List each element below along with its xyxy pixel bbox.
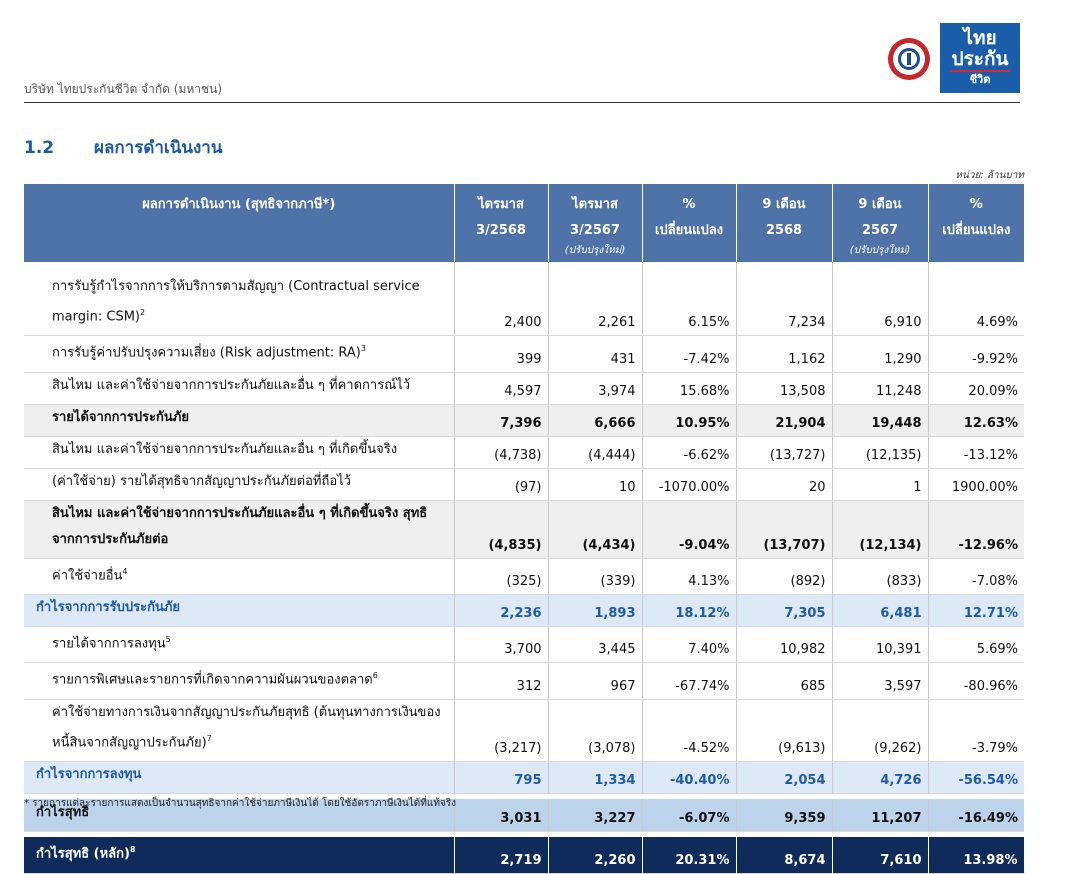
table-row: [24, 372, 1024, 404]
row-label: รายได้จากการประกันภัย: [24, 404, 454, 436]
table-cell: 11,207: [832, 799, 928, 831]
row-label: สินไหม และค่าใช้จ่ายจากการประกันภัยและอื่น ๆ ที่คาดการณ์ไว้: [24, 372, 454, 404]
table-cell: 21,904: [736, 404, 832, 436]
table-cell: 2,261: [548, 274, 642, 336]
table-row: [24, 594, 1024, 626]
table-cell: 4,726: [832, 761, 928, 793]
table-cell: 431: [548, 336, 642, 372]
table-cell: -13.12%: [928, 436, 1024, 468]
table-cell: -80.96%: [928, 663, 1024, 699]
table-row: [24, 837, 1024, 873]
table-cell: 685: [736, 663, 832, 699]
logo-line-1: ไทย: [963, 27, 997, 49]
table-row: [24, 336, 1024, 372]
table-cell: 1,334: [548, 761, 642, 793]
table-cell: (4,444): [548, 436, 642, 468]
section-heading: [24, 134, 222, 161]
table-cell: 2,054: [736, 761, 832, 793]
table-cell: 2,260: [548, 837, 642, 873]
table-header-row: [24, 184, 1024, 262]
table-cell: 2,236: [454, 594, 548, 626]
table-row: [24, 699, 1024, 761]
table-cell: -9.04%: [642, 500, 736, 558]
table-cell: -1070.00%: [642, 468, 736, 500]
table-cell: -67.74%: [642, 663, 736, 699]
table-cell: 8,674: [736, 837, 832, 873]
unit-label: หน่วย: ล้านบาท: [955, 170, 1024, 181]
column-note: (ปรับปรุงใหม่): [849, 245, 911, 256]
table-cell: 1,893: [548, 594, 642, 626]
table-cell: 3,597: [832, 663, 928, 699]
table-cell: -3.79%: [928, 699, 1024, 761]
table-cell: 9,359: [736, 799, 832, 831]
table-cell: 12.63%: [928, 404, 1024, 436]
table-cell: 6.15%: [642, 274, 736, 336]
table-cell: 13.98%: [928, 837, 1024, 873]
table-cell: 7,305: [736, 594, 832, 626]
row-label: กำไรจากการรับประกันภัย: [24, 594, 454, 626]
table-cell: (12,135): [832, 436, 928, 468]
table-cell: 1,162: [736, 336, 832, 372]
table-row: [24, 404, 1024, 436]
table-cell: (325): [454, 558, 548, 594]
table-cell: 2,400: [454, 274, 548, 336]
table-cell: (12,134): [832, 500, 928, 558]
table-cell: 1: [832, 468, 928, 500]
row-label: สินไหม และค่าใช้จ่ายจากการประกันภัยและอื่น ๆ ที่เกิดขึ้นจริง: [24, 436, 454, 468]
table-cell: 7,610: [832, 837, 928, 873]
table-row: [24, 761, 1024, 793]
table-cell: 399: [454, 336, 548, 372]
row-label: ค่าใช้จ่ายทางการเงินจากสัญญาประกันภัยสุทธิ (ต้นทุนทางการเงินของหนี้สินจากสัญญาประกันภัย)$^7$: [24, 699, 454, 761]
column-header: 9 เดือน 2567 (ปรับปรุงใหม่): [832, 184, 928, 262]
table-cell: (3,217): [454, 699, 548, 761]
row-label: ค่าใช้จ่ายอื่น$^4$: [24, 558, 454, 594]
column-header: ผลการดำเนินงาน (สุทธิจากภาษี*): [24, 184, 454, 262]
table-cell: 6,910: [832, 274, 928, 336]
column-note: (ปรับปรุงใหม่): [564, 245, 626, 256]
table-row: [24, 626, 1024, 662]
table-cell: (13,707): [736, 500, 832, 558]
row-label: กำไรสุทธิ: [24, 799, 454, 831]
table-cell: (339): [548, 558, 642, 594]
table-cell: 5.69%: [928, 626, 1024, 662]
table-cell: (9,613): [736, 699, 832, 761]
table-cell: (4,738): [454, 436, 548, 468]
row-label: กำไรสุทธิ (หลัก)$^8$: [24, 837, 454, 873]
table-cell: 15.68%: [642, 372, 736, 404]
table-cell: 967: [548, 663, 642, 699]
row-label: กำไรจากการลงทุน: [24, 761, 454, 793]
table-cell: 3,445: [548, 626, 642, 662]
table-cell: -12.96%: [928, 500, 1024, 558]
table-cell: -16.49%: [928, 799, 1024, 831]
table-cell: 7,234: [736, 274, 832, 336]
table-cell: 312: [454, 663, 548, 699]
table-cell: 1900.00%: [928, 468, 1024, 500]
table-cell: -40.40%: [642, 761, 736, 793]
table-cell: -7.08%: [928, 558, 1024, 594]
table-row: [24, 468, 1024, 500]
table-cell: 4.69%: [928, 274, 1024, 336]
table-row: [24, 500, 1024, 558]
header-divider: [24, 102, 1020, 103]
table-cell: -9.92%: [928, 336, 1024, 372]
table-row: [24, 663, 1024, 699]
table-cell: 2,719: [454, 837, 548, 873]
row-label: สินไหม และค่าใช้จ่ายจากการประกันภัยและอื่น ๆ ที่เกิดขึ้นจริง สุทธิจากการประกันภัยต่อ: [24, 500, 454, 558]
table-cell: 6,666: [548, 404, 642, 436]
table-cell: 12.71%: [928, 594, 1024, 626]
table-cell: 10: [548, 468, 642, 500]
table-cell: 1,290: [832, 336, 928, 372]
table-cell: 18.12%: [642, 594, 736, 626]
spacer-row: [24, 262, 1024, 274]
column-header: ไตรมาส 3/2567 (ปรับปรุงใหม่): [548, 184, 642, 262]
table-cell: 6,481: [832, 594, 928, 626]
table-cell: (892): [736, 558, 832, 594]
table-cell: -4.52%: [642, 699, 736, 761]
row-label: รายการพิเศษและรายการที่เกิดจากความผันผวนของตลาด$^6$: [24, 663, 454, 699]
table-cell: 13,508: [736, 372, 832, 404]
company-name: บริษัท ไทยประกันชีวิต จำกัด (มหาชน): [24, 82, 223, 96]
table-cell: 20: [736, 468, 832, 500]
table-cell: 10,391: [832, 626, 928, 662]
row-label: รายได้จากการลงทุน$^5$: [24, 626, 454, 662]
table-cell: 3,227: [548, 799, 642, 831]
table-row: [24, 274, 1024, 336]
column-header: % เปลี่ยนแปลง: [928, 184, 1024, 262]
table-cell: -56.54%: [928, 761, 1024, 793]
row-label: การรับรู้กำไรจากการให้บริการตามสัญญา (Contractual service margin: CSM)$^2$: [24, 274, 454, 336]
table-cell: 4.13%: [642, 558, 736, 594]
table-cell: -6.07%: [642, 799, 736, 831]
table-cell: 19,448: [832, 404, 928, 436]
company-logo: [940, 23, 1020, 93]
footnote: * รายการแต่ละรายการแสดงเป็นจำนวนสุทธิจากค่าใช้จ่ายภาษีเงินได้ โดยใช้อัตราภาษีเงินได้ที่แท้จริง: [24, 798, 457, 809]
company-emblem-icon: [888, 38, 930, 80]
table-cell: (13,727): [736, 436, 832, 468]
table-cell: (9,262): [832, 699, 928, 761]
performance-table: [24, 184, 1025, 874]
table-cell: 3,700: [454, 626, 548, 662]
table-cell: 10,982: [736, 626, 832, 662]
table-cell: 3,031: [454, 799, 548, 831]
table-cell: (833): [832, 558, 928, 594]
column-header: ไตรมาส 3/2568: [454, 184, 548, 262]
table-cell: (97): [454, 468, 548, 500]
table-cell: 795: [454, 761, 548, 793]
section-title: ผลการดำเนินงาน: [94, 138, 223, 158]
table-cell: (3,078): [548, 699, 642, 761]
logo-line-2: ประกัน: [951, 48, 1009, 70]
table-cell: 7.40%: [642, 626, 736, 662]
table-cell: 4,597: [454, 372, 548, 404]
row-label: การรับรู้ค่าปรับปรุงความเสี่ยง (Risk adjustment: RA)$^3$: [24, 336, 454, 372]
table-row: [24, 436, 1024, 468]
column-header: 9 เดือน 2568: [736, 184, 832, 262]
row-label: (ค่าใช้จ่าย) รายได้สุทธิจากสัญญาประกันภัยต่อที่ถือไว้: [24, 468, 454, 500]
table-cell: 20.31%: [642, 837, 736, 873]
column-header: % เปลี่ยนแปลง: [642, 184, 736, 262]
table-cell: 3,974: [548, 372, 642, 404]
table-row: [24, 558, 1024, 594]
table-cell: (4,434): [548, 500, 642, 558]
table-cell: -6.62%: [642, 436, 736, 468]
table-cell: 10.95%: [642, 404, 736, 436]
table-cell: (4,835): [454, 500, 548, 558]
table-cell: 7,396: [454, 404, 548, 436]
logo-line-3: ชีวิต: [969, 73, 991, 86]
table-cell: 20.09%: [928, 372, 1024, 404]
section-number: 1.2: [24, 138, 55, 158]
table-cell: -7.42%: [642, 336, 736, 372]
table-cell: 11,248: [832, 372, 928, 404]
